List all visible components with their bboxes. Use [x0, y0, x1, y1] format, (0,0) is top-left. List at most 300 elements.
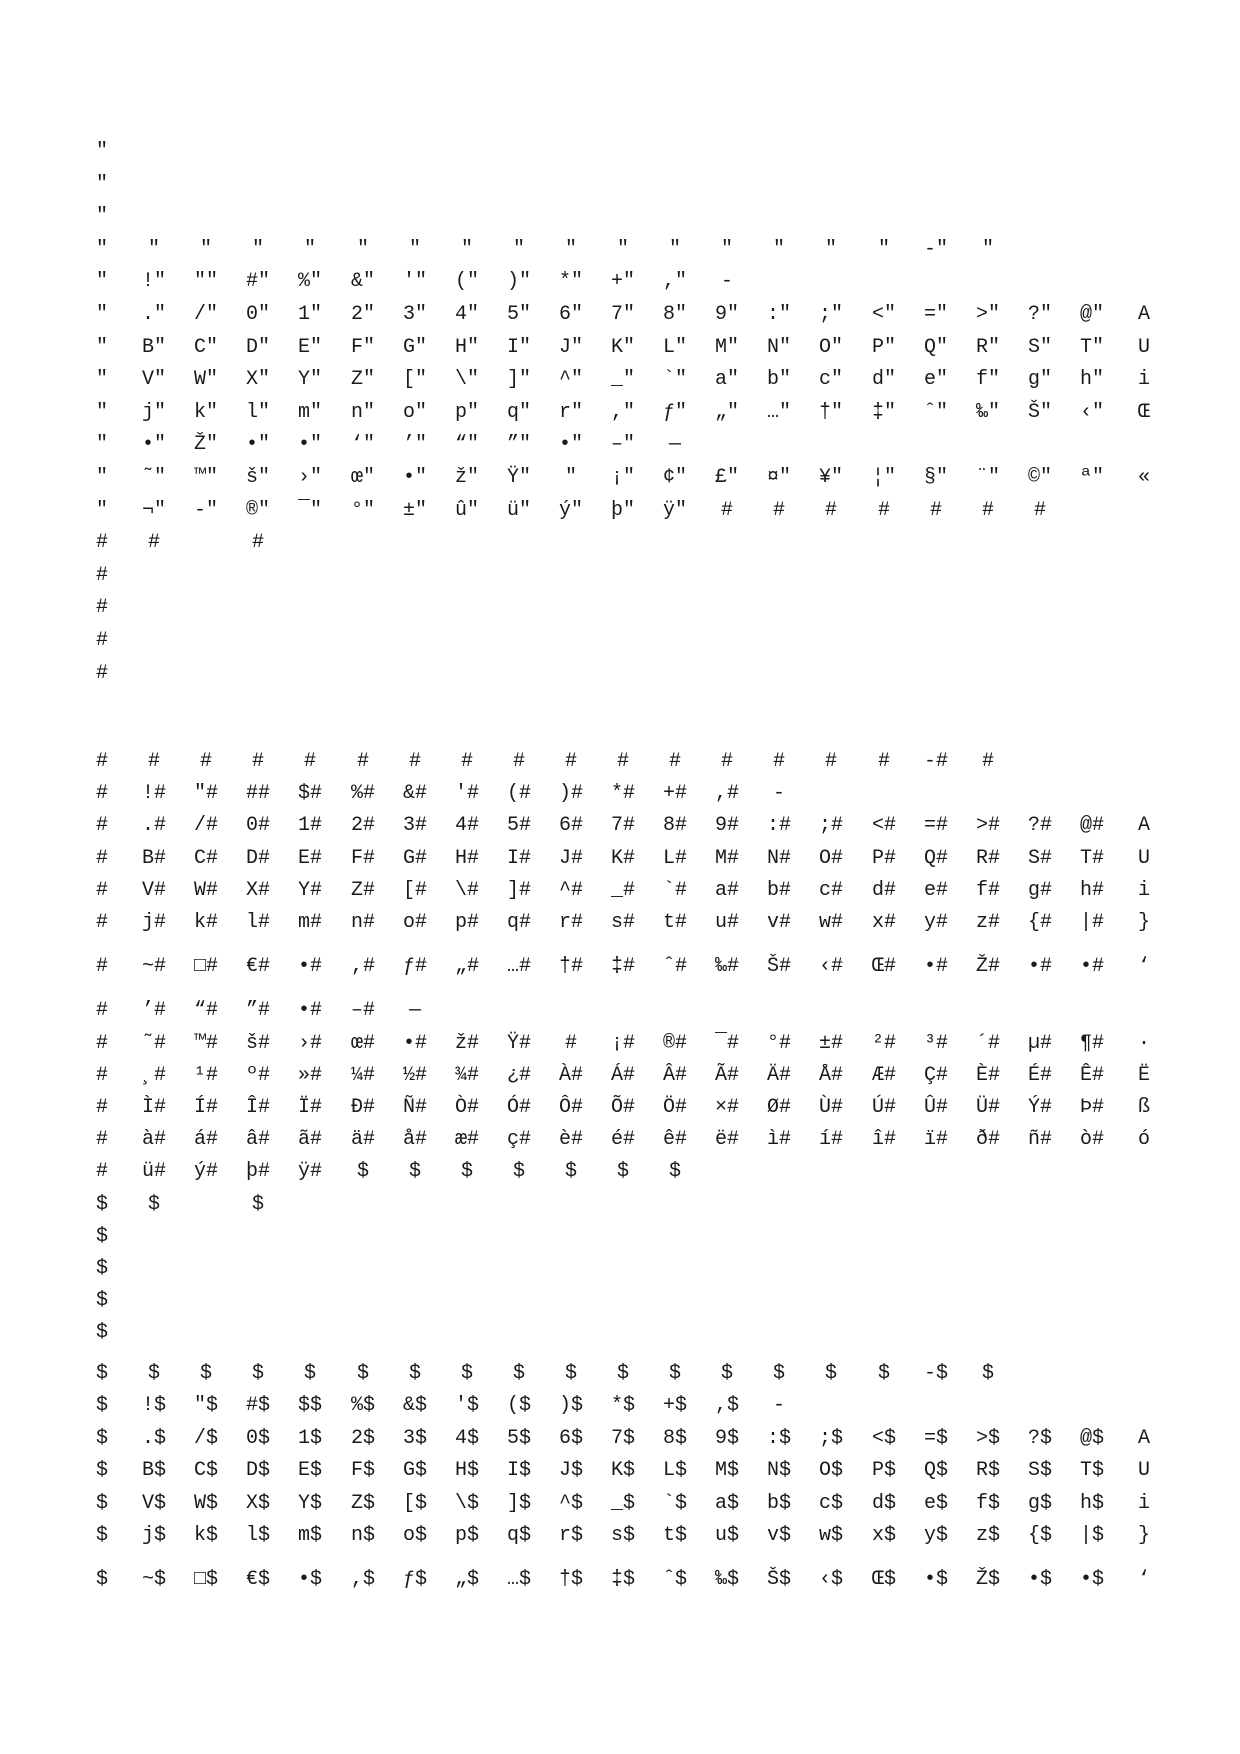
glyph-cell: g$ — [1027, 1492, 1052, 1515]
glyph-cell: Ž" — [193, 433, 218, 456]
glyph-cell: ß — [1137, 1096, 1150, 1119]
glyph-cell: g" — [1027, 368, 1052, 391]
glyph-cell: )# — [558, 782, 583, 805]
glyph-cell: \" — [454, 368, 479, 391]
glyph-cell: # — [95, 847, 108, 870]
glyph-cell: f" — [975, 368, 1000, 391]
glyph-cell: " — [460, 238, 473, 261]
glyph-cell: š" — [245, 466, 270, 489]
glyph-cell: #$ — [245, 1394, 270, 1417]
glyph-cell: l$ — [245, 1524, 270, 1547]
glyph-cell: Š# — [766, 955, 791, 978]
glyph-cell: " — [877, 238, 890, 261]
glyph-cell: ®# — [662, 1032, 687, 1055]
glyph-cell: š# — [245, 1032, 270, 1055]
glyph-cell: Œ$ — [871, 1568, 896, 1591]
glyph-cell: 4" — [454, 303, 479, 326]
glyph-cell: # — [95, 1032, 108, 1055]
glyph-cell: p# — [454, 911, 479, 934]
glyph-cell: u# — [714, 911, 739, 934]
glyph-cell: # — [564, 1032, 577, 1055]
glyph-cell: E# — [297, 847, 322, 870]
glyph-cell: P$ — [871, 1459, 896, 1482]
glyph-cell: $ — [356, 1160, 369, 1183]
glyph-cell: ý" — [558, 499, 583, 522]
glyph-cell: □$ — [193, 1568, 218, 1591]
glyph-cell: ž" — [454, 466, 479, 489]
glyph-cell: ¯" — [297, 499, 322, 522]
glyph-cell: *# — [610, 782, 635, 805]
glyph-cell: a$ — [714, 1492, 739, 1515]
glyph-cell: [# — [402, 879, 427, 902]
glyph-cell: $ — [460, 1362, 473, 1385]
glyph-cell: $$ — [297, 1394, 322, 1417]
glyph-cell: 7$ — [610, 1427, 635, 1450]
glyph-cell: q" — [506, 401, 531, 424]
glyph-cell: ½# — [402, 1064, 427, 1087]
glyph-cell: " — [564, 238, 577, 261]
glyph-cell: O$ — [818, 1459, 843, 1482]
glyph-cell: e" — [923, 368, 948, 391]
glyph-cell: /" — [193, 303, 218, 326]
glyph-cell: $ — [512, 1160, 525, 1183]
glyph-cell: ©" — [1027, 466, 1052, 489]
glyph-cell: l" — [245, 401, 270, 424]
glyph-cell: 4# — [454, 814, 479, 837]
glyph-cell: >" — [975, 303, 1000, 326]
glyph-cell: …" — [766, 401, 791, 424]
glyph-cell: 0# — [245, 814, 270, 837]
glyph-cell: ‘" — [350, 433, 375, 456]
glyph-cell: Ë — [1137, 1064, 1150, 1087]
glyph-cell: " — [95, 173, 108, 196]
glyph-cell: j# — [141, 911, 166, 934]
glyph-cell: 7" — [610, 303, 635, 326]
glyph-cell: # — [199, 750, 212, 773]
glyph-cell: D" — [245, 336, 270, 359]
glyph-cell: ,# — [350, 955, 375, 978]
glyph-cell: S$ — [1027, 1459, 1052, 1482]
glyph-cell: 7# — [610, 814, 635, 837]
glyph-cell: 8# — [662, 814, 687, 837]
glyph-cell: z$ — [975, 1524, 1000, 1547]
glyph-cell: ~# — [141, 955, 166, 978]
glyph-cell: $ — [95, 1492, 108, 1515]
glyph-cell: (# — [506, 782, 531, 805]
glyph-cell: â# — [245, 1128, 270, 1151]
glyph-cell: )" — [506, 270, 531, 293]
glyph-cell: h# — [1079, 879, 1104, 902]
glyph-cell: # — [720, 499, 733, 522]
glyph-cell: J" — [558, 336, 583, 359]
glyph-cell: # — [824, 750, 837, 773]
glyph-cell: f$ — [975, 1492, 1000, 1515]
glyph-cell: )$ — [558, 1394, 583, 1417]
glyph-cell: é# — [610, 1128, 635, 1151]
glyph-cell: è# — [558, 1128, 583, 1151]
glyph-cell: ]$ — [506, 1492, 531, 1515]
glyph-cell: _" — [610, 368, 635, 391]
glyph-cell: " — [147, 238, 160, 261]
glyph-cell: $ — [95, 1568, 108, 1591]
glyph-cell: ¾# — [454, 1064, 479, 1087]
glyph-cell: ¡# — [610, 1032, 635, 1055]
glyph-cell: ƒ# — [402, 955, 427, 978]
glyph-cell: " — [199, 238, 212, 261]
glyph-cell: $ — [824, 1362, 837, 1385]
glyph-cell: d" — [871, 368, 896, 391]
glyph-cell: W# — [193, 879, 218, 902]
glyph-cell: D# — [245, 847, 270, 870]
glyph-cell: <" — [871, 303, 896, 326]
glyph-cell: •# — [297, 955, 322, 978]
glyph-cell: ¸# — [141, 1064, 166, 1087]
glyph-cell: •$ — [1079, 1568, 1104, 1591]
glyph-cell: !" — [141, 270, 166, 293]
glyph-cell: ,$ — [350, 1568, 375, 1591]
glyph-cell: # — [356, 750, 369, 773]
glyph-cell: $ — [147, 1362, 160, 1385]
glyph-cell: ‡# — [610, 955, 635, 978]
glyph-cell: á# — [193, 1128, 218, 1151]
glyph-cell: ñ# — [1027, 1128, 1052, 1151]
glyph-cell: # — [772, 499, 785, 522]
glyph-cell: # — [95, 782, 108, 805]
glyph-cell: N" — [766, 336, 791, 359]
glyph-cell: # — [564, 750, 577, 773]
glyph-cell: \$ — [454, 1492, 479, 1515]
glyph-cell: U — [1137, 847, 1150, 870]
glyph-cell: W$ — [193, 1492, 218, 1515]
glyph-cell: U — [1137, 336, 1150, 359]
glyph-cell: Ÿ" — [506, 466, 531, 489]
glyph-cell: "$ — [193, 1394, 218, 1417]
glyph-cell: 3$ — [402, 1427, 427, 1450]
glyph-cell: Š" — [1027, 401, 1052, 424]
glyph-cell: $ — [95, 1459, 108, 1482]
glyph-cell: ]" — [506, 368, 531, 391]
glyph-cell: $ — [95, 1524, 108, 1547]
glyph-cell: :$ — [766, 1427, 791, 1450]
glyph-cell: ý# — [193, 1160, 218, 1183]
glyph-cell: ¥" — [818, 466, 843, 489]
glyph-cell: Þ# — [1079, 1096, 1104, 1119]
glyph-cell: $ — [408, 1160, 421, 1183]
glyph-cell: /$ — [193, 1427, 218, 1450]
glyph-cell: R$ — [975, 1459, 1000, 1482]
glyph-cell: □# — [193, 955, 218, 978]
glyph-cell: ¨" — [975, 466, 1000, 489]
glyph-cell: '$ — [454, 1394, 479, 1417]
glyph-cell: W" — [193, 368, 218, 391]
glyph-cell: 6" — [558, 303, 583, 326]
glyph-cell: Q" — [923, 336, 948, 359]
glyph-cell: ;" — [818, 303, 843, 326]
glyph-cell: C# — [193, 847, 218, 870]
glyph-cell: £" — [714, 466, 739, 489]
glyph-cell: 5" — [506, 303, 531, 326]
glyph-cell: # — [95, 662, 108, 685]
glyph-cell: •$ — [297, 1568, 322, 1591]
glyph-cell: (" — [454, 270, 479, 293]
glyph-cell: $ — [147, 1193, 160, 1216]
glyph-cell: $ — [95, 1289, 108, 1312]
glyph-cell: ƒ$ — [402, 1568, 427, 1591]
glyph-cell: h$ — [1079, 1492, 1104, 1515]
glyph-cell: Z" — [350, 368, 375, 391]
glyph-cell: |$ — [1079, 1524, 1104, 1547]
glyph-cell: L# — [662, 847, 687, 870]
glyph-cell: •# — [402, 1032, 427, 1055]
glyph-cell: _$ — [610, 1492, 635, 1515]
glyph-cell: " — [95, 270, 108, 293]
glyph-cell: [$ — [402, 1492, 427, 1515]
glyph-cell: €$ — [245, 1568, 270, 1591]
glyph-cell: Y# — [297, 879, 322, 902]
glyph-cell: =" — [923, 303, 948, 326]
glyph-cell: $ — [460, 1160, 473, 1183]
glyph-cell: „# — [454, 955, 479, 978]
glyph-cell: " — [95, 238, 108, 261]
glyph-cell: Ì# — [141, 1096, 166, 1119]
glyph-cell: Ù# — [818, 1096, 843, 1119]
glyph-cell: # — [95, 596, 108, 619]
glyph-cell: ü# — [141, 1160, 166, 1183]
glyph-cell: " — [251, 238, 264, 261]
glyph-cell: # — [408, 750, 421, 773]
glyph-cell: –# — [350, 999, 375, 1022]
glyph-cell: •# — [923, 955, 948, 978]
glyph-cell: # — [95, 999, 108, 1022]
glyph-cell: n# — [350, 911, 375, 934]
glyph-cell: I" — [506, 336, 531, 359]
glyph-cell: Œ# — [871, 955, 896, 978]
glyph-cell: w# — [818, 911, 843, 934]
glyph-cell: Q# — [923, 847, 948, 870]
glyph-cell: d# — [871, 879, 896, 902]
glyph-cell: ¿# — [506, 1064, 531, 1087]
glyph-cell: Û# — [923, 1096, 948, 1119]
glyph-cell: _# — [610, 879, 635, 902]
glyph-cell: y# — [923, 911, 948, 934]
glyph-cell: G# — [402, 847, 427, 870]
glyph-cell: Ã# — [714, 1064, 739, 1087]
glyph-cell: "" — [193, 270, 218, 293]
glyph-cell: g# — [1027, 879, 1052, 902]
glyph-cell: X" — [245, 368, 270, 391]
glyph-cell: É# — [1027, 1064, 1052, 1087]
glyph-cell: "# — [193, 782, 218, 805]
glyph-cell: T# — [1079, 847, 1104, 870]
glyph-cell: #" — [245, 270, 270, 293]
glyph-cell: " — [95, 336, 108, 359]
glyph-cell: [" — [402, 368, 427, 391]
glyph-cell: Î# — [245, 1096, 270, 1119]
glyph-cell: ç# — [506, 1128, 531, 1151]
glyph-cell: ÿ" — [662, 499, 687, 522]
glyph-cell: î# — [871, 1128, 896, 1151]
glyph-cell: d$ — [871, 1492, 896, 1515]
glyph-cell: A — [1137, 1427, 1150, 1450]
glyph-cell: à# — [141, 1128, 166, 1151]
glyph-cell: O# — [818, 847, 843, 870]
glyph-cell: $ — [199, 1362, 212, 1385]
glyph-cell: .$ — [141, 1427, 166, 1450]
glyph-cell: # — [95, 911, 108, 934]
glyph-cell: # — [95, 531, 108, 554]
glyph-cell: ”# — [245, 999, 270, 1022]
glyph-cell: 5$ — [506, 1427, 531, 1450]
glyph-cell: l# — [245, 911, 270, 934]
glyph-cell: 2# — [350, 814, 375, 837]
glyph-cell: k# — [193, 911, 218, 934]
glyph-cell: - — [772, 1394, 785, 1417]
glyph-cell: # — [95, 1128, 108, 1151]
glyph-cell: 5# — [506, 814, 531, 837]
glyph-cell: # — [95, 1160, 108, 1183]
glyph-cell: Z# — [350, 879, 375, 902]
glyph-cell: $ — [877, 1362, 890, 1385]
glyph-cell: ,# — [714, 782, 739, 805]
glyph-cell: ($ — [506, 1394, 531, 1417]
glyph-cell: ¢" — [662, 466, 687, 489]
glyph-cell: $ — [981, 1362, 994, 1385]
glyph-cell: ƒ" — [662, 401, 687, 424]
glyph-cell: m$ — [297, 1524, 322, 1547]
glyph-cell: ’# — [141, 999, 166, 1022]
glyph-cell: " — [95, 368, 108, 391]
glyph-cell: Ý# — [1027, 1096, 1052, 1119]
glyph-cell: Ö# — [662, 1096, 687, 1119]
glyph-cell: Ç# — [923, 1064, 948, 1087]
glyph-cell: •" — [141, 433, 166, 456]
glyph-cell: C$ — [193, 1459, 218, 1482]
glyph-cell: ¯# — [714, 1032, 739, 1055]
glyph-cell: :" — [766, 303, 791, 326]
glyph-cell: T$ — [1079, 1459, 1104, 1482]
glyph-cell: V# — [141, 879, 166, 902]
glyph-cell: M$ — [714, 1459, 739, 1482]
glyph-cell: ›" — [297, 466, 322, 489]
glyph-cell: # — [95, 1096, 108, 1119]
glyph-cell: $ — [95, 1362, 108, 1385]
glyph-cell: N# — [766, 847, 791, 870]
glyph-cell: P# — [871, 847, 896, 870]
glyph-cell: ;# — [818, 814, 843, 837]
glyph-cell: # — [877, 499, 890, 522]
glyph-cell: ü" — [506, 499, 531, 522]
glyph-cell: Ä# — [766, 1064, 791, 1087]
glyph-cell: “" — [454, 433, 479, 456]
glyph-cell: {# — [1027, 911, 1052, 934]
glyph-cell: &# — [402, 782, 427, 805]
glyph-cell: •" — [245, 433, 270, 456]
glyph-cell: ˆ$ — [662, 1568, 687, 1591]
glyph-cell: û" — [454, 499, 479, 522]
glyph-cell: &" — [350, 270, 375, 293]
glyph-cell: .# — [141, 814, 166, 837]
glyph-cell: Ô# — [558, 1096, 583, 1119]
glyph-cell: `" — [662, 368, 687, 391]
glyph-cell: Ž# — [975, 955, 1000, 978]
glyph-cell: $ — [95, 1225, 108, 1248]
glyph-cell: $ — [251, 1362, 264, 1385]
glyph-cell: *$ — [610, 1394, 635, 1417]
glyph-cell: r# — [558, 911, 583, 934]
glyph-cell: x$ — [871, 1524, 896, 1547]
glyph-cell: $# — [297, 782, 322, 805]
glyph-cell: •$ — [923, 1568, 948, 1591]
glyph-cell: Y$ — [297, 1492, 322, 1515]
glyph-cell: &$ — [402, 1394, 427, 1417]
glyph-cell: r$ — [558, 1524, 583, 1547]
glyph-cell: $ — [616, 1362, 629, 1385]
glyph-cell: $ — [564, 1362, 577, 1385]
glyph-cell: " — [95, 140, 108, 163]
glyph-cell: o$ — [402, 1524, 427, 1547]
glyph-cell: ," — [610, 401, 635, 424]
glyph-cell: ™# — [193, 1032, 218, 1055]
glyph-cell: y$ — [923, 1524, 948, 1547]
glyph-cell: »# — [297, 1064, 322, 1087]
glyph-cell: M" — [714, 336, 739, 359]
glyph-cell: U — [1137, 1459, 1150, 1482]
glyph-cell: m# — [297, 911, 322, 934]
glyph-cell: Æ# — [871, 1064, 896, 1087]
glyph-cell: I# — [506, 847, 531, 870]
glyph-cell: x# — [871, 911, 896, 934]
glyph-cell: - — [720, 270, 733, 293]
glyph-cell: $ — [356, 1362, 369, 1385]
glyph-cell: R" — [975, 336, 1000, 359]
glyph-cell: $ — [95, 1394, 108, 1417]
glyph-cell: +$ — [662, 1394, 687, 1417]
glyph-cell: c$ — [818, 1492, 843, 1515]
glyph-cell: # — [981, 499, 994, 522]
glyph-cell: F" — [350, 336, 375, 359]
glyph-cell: V$ — [141, 1492, 166, 1515]
glyph-cell: ò# — [1079, 1128, 1104, 1151]
glyph-cell: †" — [818, 401, 843, 424]
glyph-cell: -# — [923, 750, 948, 773]
glyph-cell: Ø# — [766, 1096, 791, 1119]
glyph-cell: " — [981, 238, 994, 261]
glyph-cell: J$ — [558, 1459, 583, 1482]
glyph-cell: ># — [975, 814, 1000, 837]
glyph-cell: a# — [714, 879, 739, 902]
glyph-cell: 1# — [297, 814, 322, 837]
glyph-cell: e# — [923, 879, 948, 902]
glyph-cell: r" — [558, 401, 583, 424]
glyph-cell: p" — [454, 401, 479, 424]
glyph-cell: $ — [251, 1193, 264, 1216]
glyph-cell: " — [95, 401, 108, 424]
glyph-cell: 8$ — [662, 1427, 687, 1450]
glyph-cell: O" — [818, 336, 843, 359]
glyph-cell: >$ — [975, 1427, 1000, 1450]
glyph-cell: ]# — [506, 879, 531, 902]
glyph-cell: µ# — [1027, 1032, 1052, 1055]
glyph-cell: M# — [714, 847, 739, 870]
glyph-cell: ‰$ — [714, 1568, 739, 1591]
glyph-cell: K" — [610, 336, 635, 359]
glyph-cell: ¹# — [193, 1064, 218, 1087]
glyph-cell: 9$ — [714, 1427, 739, 1450]
glyph-cell: " — [668, 238, 681, 261]
glyph-cell: ‡" — [871, 401, 896, 424]
glyph-cell: ð# — [975, 1128, 1000, 1151]
glyph-cell: ž# — [454, 1032, 479, 1055]
